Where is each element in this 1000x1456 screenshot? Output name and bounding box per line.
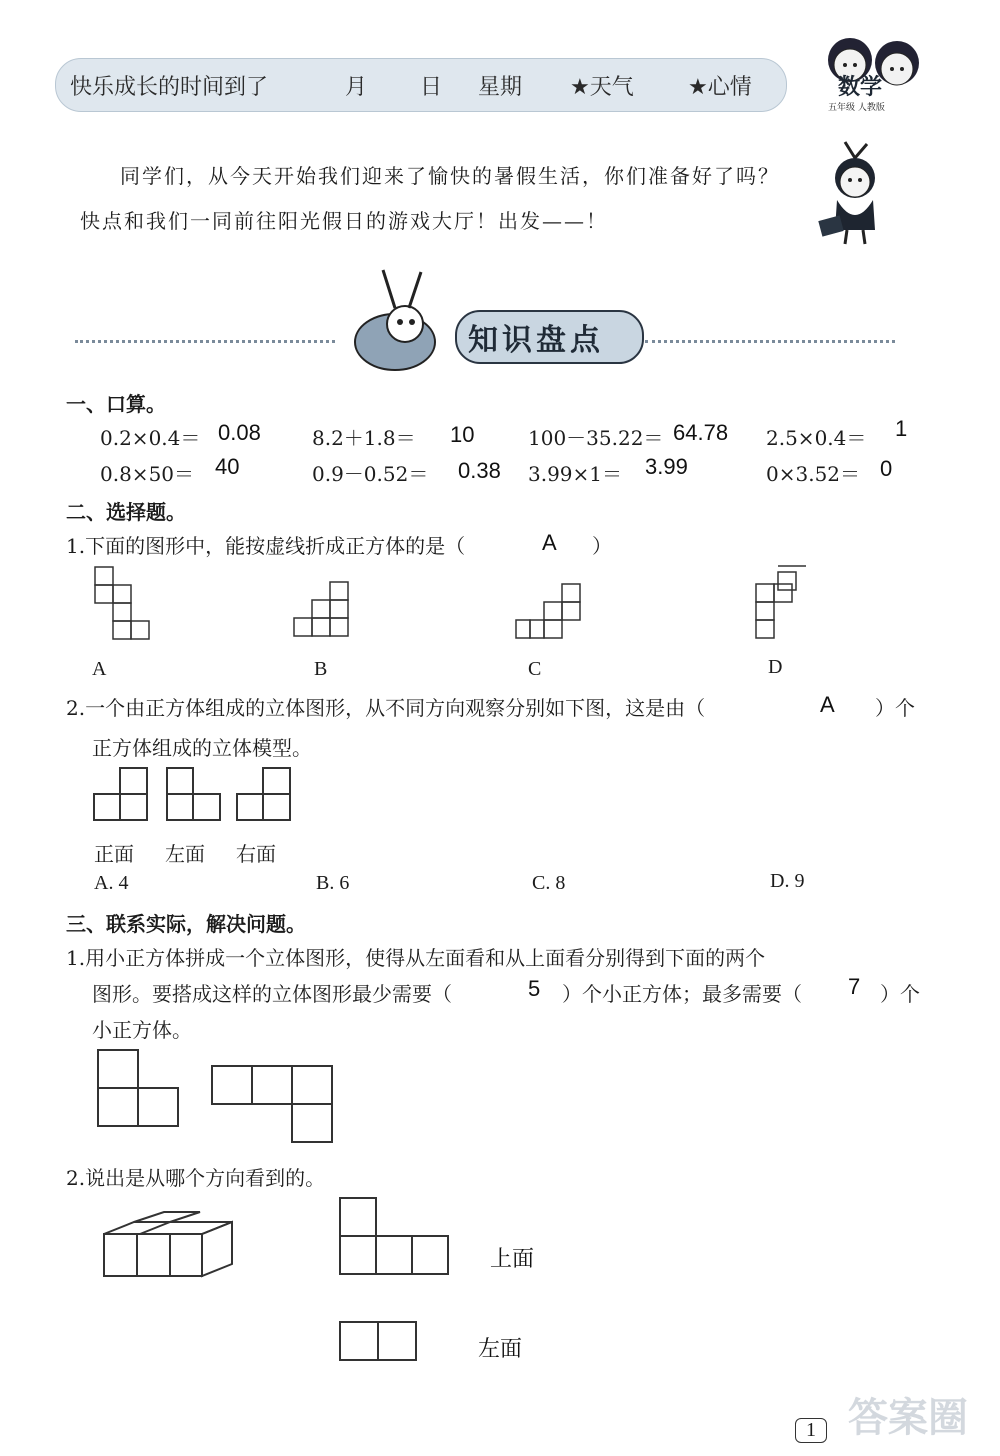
cube-structure-3d: [100, 1198, 240, 1282]
left-view-answer-figure: [338, 1320, 418, 1364]
page-number: 1: [795, 1418, 827, 1443]
answer-value: A: [542, 530, 557, 555]
question-close: ）: [592, 534, 612, 558]
question-line-1: 1.用小正方体拼成一个立体图形，使得从左面看和从上面看分别得到下面的两个: [66, 946, 766, 970]
calc-answer: 0.08: [218, 420, 261, 445]
left-view-figure: [96, 1048, 182, 1130]
header-slogan: 快乐成长的时间到了: [70, 75, 269, 100]
calc-answer: 10: [450, 422, 475, 447]
calc-answer: 0: [880, 456, 893, 481]
calc-question: 0.9－0.52＝: [312, 462, 429, 486]
banner-divider-left: [75, 340, 335, 343]
question-line-2a: 图形。要搭成这样的立体图形最少需要（: [92, 982, 452, 1006]
calc-answer: 1: [895, 416, 908, 441]
question-text: 2.一个由正方体组成的立体图形，从不同方向观察分别如下图，这是由（: [66, 696, 706, 720]
calc-question: 100－35.22＝: [528, 426, 664, 450]
calc-question: 0×3.52＝: [766, 462, 861, 486]
view-left: [165, 766, 225, 824]
question-close: ）个: [875, 696, 915, 720]
view-front: [92, 766, 152, 824]
calc-question: 8.2＋1.8＝: [312, 426, 416, 450]
calc-question: 0.8×50＝: [100, 462, 195, 486]
header-mood: ★心情: [688, 75, 752, 100]
view-label-left: 左面: [165, 842, 205, 866]
top-view-answer-figure: [338, 1196, 450, 1280]
choice-c: C. 8: [532, 872, 566, 894]
question-line-2b: ）个小正方体；最多需要（: [562, 982, 802, 1006]
question-line-3: 小正方体。: [92, 1018, 192, 1042]
calc-question: 2.5×0.4＝: [766, 426, 867, 450]
answer-value: A: [820, 692, 835, 717]
net-figure-b: [292, 580, 354, 644]
calc-question: 0.2×0.4＝: [100, 426, 201, 450]
view-label-right: 右面: [236, 842, 276, 866]
banner-title: 知识盘点: [468, 323, 604, 358]
left-view-label: 左面: [478, 1336, 523, 1361]
calc-question: 3.99×1＝: [528, 462, 623, 486]
section1-title: 一、口算。: [66, 392, 166, 416]
watermark: 答案圈: [848, 1395, 968, 1441]
top-view-label: 上面: [490, 1246, 535, 1271]
girl-cartoon-icon: [815, 140, 895, 250]
subject-title: 数学: [838, 75, 883, 100]
section3-title: 三、联系实际，解决问题。: [66, 912, 306, 936]
intro-line-2: 快点和我们一同前往阳光假日的游戏大厅！出发——！: [80, 209, 608, 233]
header-weather: ★天气: [570, 75, 634, 100]
max-cubes-answer: 7: [848, 974, 861, 999]
option-label-b: B: [314, 658, 328, 680]
choice-a: A. 4: [94, 872, 129, 894]
top-view-figure: [210, 1064, 334, 1146]
view-right: [235, 766, 295, 824]
calc-answer: 64.78: [673, 420, 729, 445]
net-figure-d: [752, 562, 812, 644]
choice-b: B. 6: [316, 872, 350, 894]
option-label-a: A: [92, 658, 107, 680]
rabbit-mascot-icon: [335, 262, 455, 382]
calc-answer: 40: [215, 454, 240, 479]
header-month: 月: [345, 75, 368, 100]
min-cubes-answer: 5: [528, 976, 541, 1001]
choice-d: D. 9: [770, 870, 805, 892]
intro-line-1: 同学们，从今天开始我们迎来了愉快的暑假生活，你们准备好了吗？: [120, 164, 780, 188]
option-label-d: D: [768, 656, 783, 678]
net-figure-a: [90, 562, 150, 646]
question-text: 1.下面的图形中，能按虚线折成正方体的是（: [66, 534, 466, 558]
section2-title: 二、选择题。: [66, 500, 186, 524]
header-weekday: 星期: [478, 75, 523, 100]
calc-answer: 3.99: [645, 454, 688, 479]
grade-label: 五年级 人教版: [828, 103, 885, 113]
question-text-2: 正方体组成的立体模型。: [92, 736, 312, 760]
header-day: 日: [420, 75, 443, 100]
net-figure-c: [514, 582, 586, 644]
view-label-front: 正面: [94, 842, 134, 866]
option-label-c: C: [528, 658, 542, 680]
question-line-2c: ）个: [880, 982, 920, 1006]
calc-answer: 0.38: [458, 458, 501, 483]
question-3-2-text: 2.说出是从哪个方向看到的。: [66, 1166, 326, 1190]
banner-divider-right: [645, 340, 895, 343]
